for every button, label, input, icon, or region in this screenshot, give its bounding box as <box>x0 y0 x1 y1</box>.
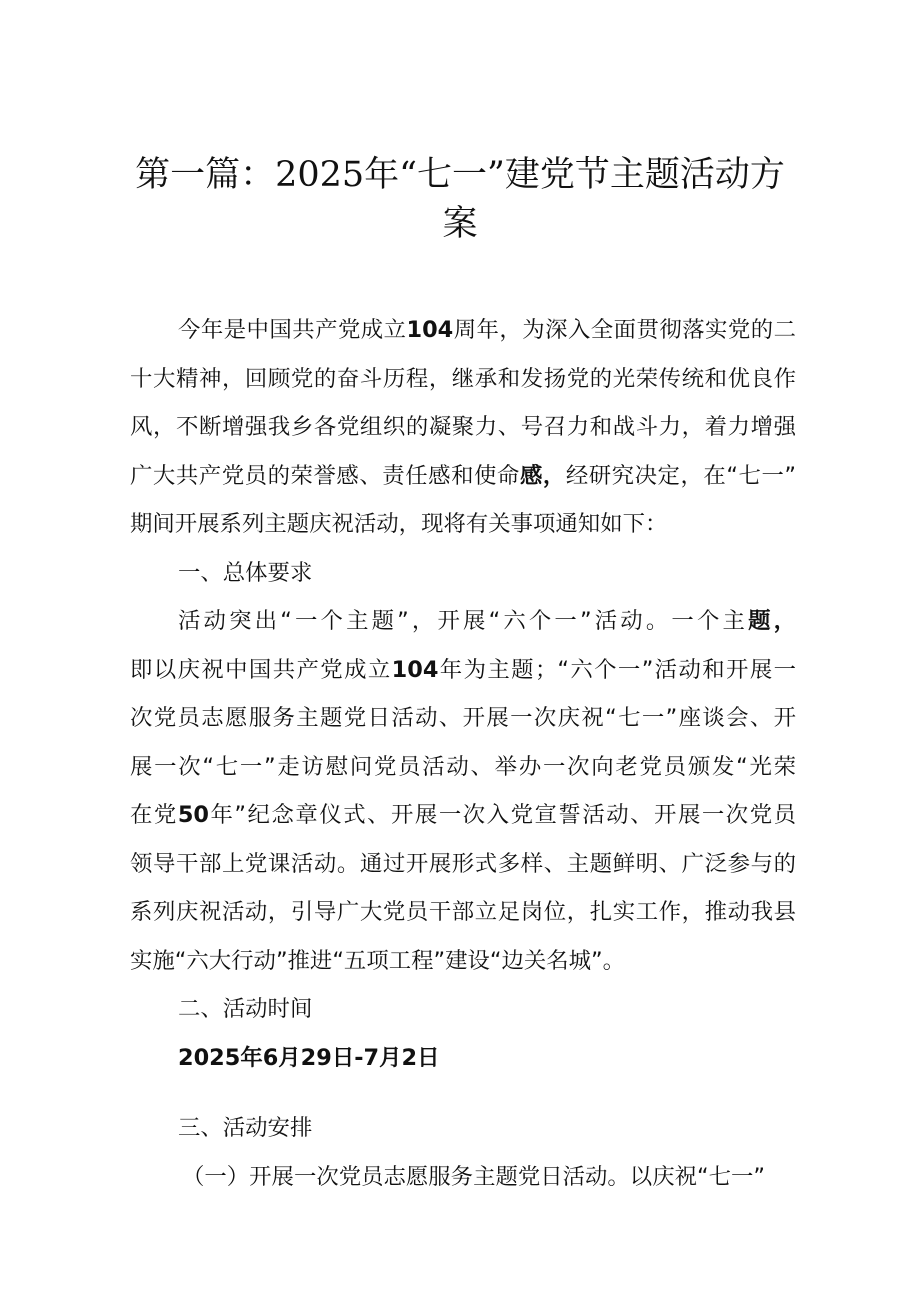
document-title <box>120 146 800 243</box>
title-line-2: 案 <box>442 203 478 244</box>
section-1-line-3: 次党员志愿服务主题党日活动、开展一次庆祝“七一”座谈会、开 <box>130 705 796 731</box>
intro-line-2: 十大精神，回顾党的奋斗历程，继承和发扬党的光荣传统和优良作 <box>130 365 796 392</box>
title-line-1: 第一篇：2025年“七一”建党节主题活动方 <box>135 155 785 195</box>
intro-line-1: 今年是中国共产党成立104周年，为深入全面贯彻落实党的二 <box>178 317 796 343</box>
section-1-line-1: 活动突出“一个主题”，开展“六个一”活动。一个主题， <box>178 608 797 634</box>
intro-line-5: 期间开展系列主题庆祝活动，现将有关事项通知如下： <box>130 511 668 537</box>
intro-line-4: 广大共产党员的荣誉感、责任感和使命感，经研究决定，在“七一” <box>130 462 796 489</box>
section-1-line-8: 实施“六大行动”推进“五项工程”建设“边关名城”。 <box>130 947 626 974</box>
section-1-line-2: 即以庆祝中国共产党成立104年为主题；“六个一”活动和开展一 <box>130 656 797 683</box>
section-1-line-6: 领导干部上党课活动。通过开展形式多样、主题鲜明、广泛参与的 <box>130 850 796 877</box>
section-1-heading: 一、总体要求 <box>178 559 313 586</box>
section-3-heading: 三、活动安排 <box>178 1115 313 1141</box>
section-1-line-7: 系列庆祝活动，引导广大党员干部立足岗位，扎实工作，推动我县 <box>130 899 796 925</box>
document-body <box>130 306 796 1201</box>
intro-line-3: 风，不断增强我乡各党组织的凝聚力、号召力和战斗力，着力增强 <box>130 414 796 440</box>
section-2-heading: 二、活动时间 <box>178 996 313 1022</box>
activity-date: 2025年6月29日-7月2日 <box>178 1044 440 1071</box>
spacer <box>130 1082 796 1104</box>
section-3-item-1: （一）开展一次党员志愿服务主题党日活动。以庆祝“七一” <box>182 1163 765 1190</box>
section-1-line-4: 展一次“七一”走访慰问党员活动、举办一次向老党员颁发“光荣 <box>130 753 796 780</box>
section-1-line-5: 在党50年”纪念章仪式、开展一次入党宣誓活动、开展一次党员 <box>130 802 796 828</box>
